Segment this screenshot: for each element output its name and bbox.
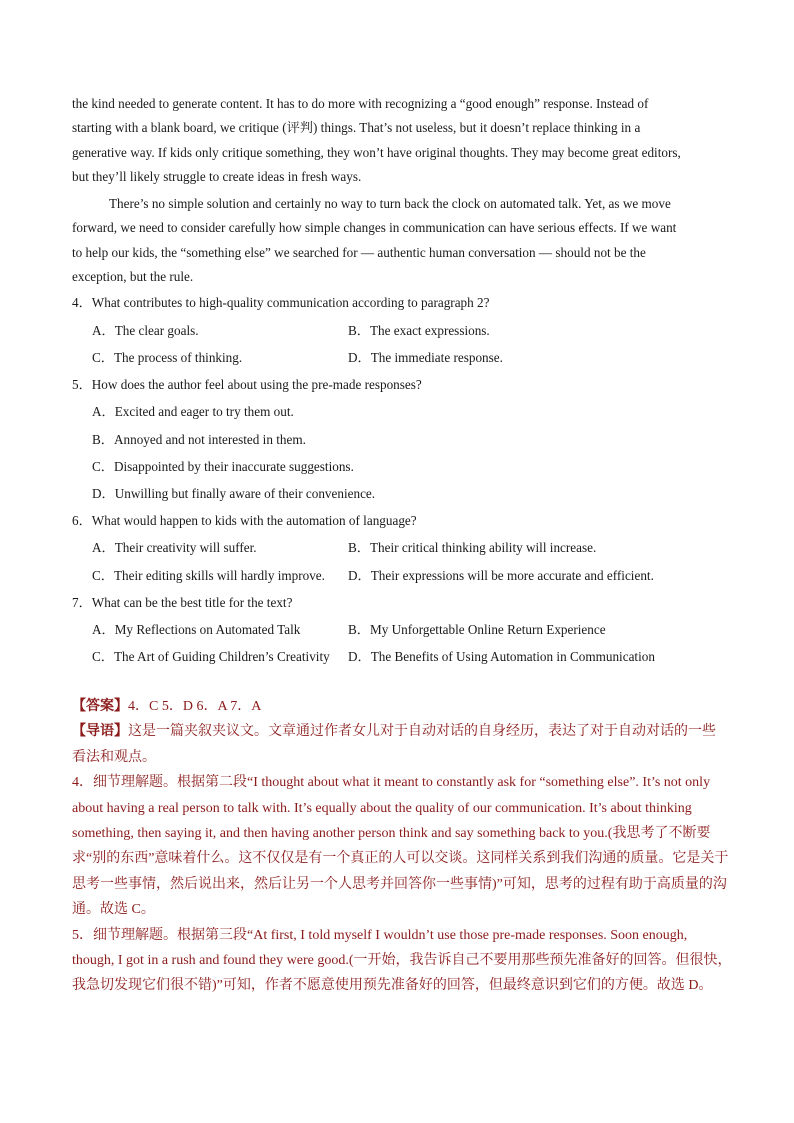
- question-5-option-b: B．Annoyed and not interested in them.: [92, 432, 306, 447]
- explanation-5-line: though, I got in a rush and found they were good.(一开始，我告诉自己不要用那些预先准备好的回答。但很快，: [72, 952, 732, 968]
- answer-key: 4．C 5．D 6．A 7．A: [128, 699, 262, 714]
- passage-line: the kind needed to generate content. It has to do more with recognizing a “good enough” response. Instead of: [72, 96, 649, 111]
- passage-paragraph-2: [72, 192, 722, 289]
- question-7-option-a: A．My Reflections on Automated Talk: [92, 622, 301, 637]
- question-4-option-b: B．The exact expressions.: [348, 323, 490, 338]
- question-4-option-a: A．The clear goals.: [92, 323, 199, 338]
- question-5-option-a: A．Excited and eager to try them out.: [92, 404, 294, 419]
- passage-line: but they’ll likely struggle to create ideas in fresh ways.: [72, 168, 362, 184]
- guide-line: [72, 719, 724, 744]
- question-5-stem: 5．How does the author feel about using the pre-made responses?: [72, 377, 422, 392]
- guide-line: 看法和观点。: [72, 749, 156, 765]
- question-6-option-b: B．Their critical thinking ability will increase.: [348, 540, 597, 555]
- question-4-option-d: D．The immediate response.: [348, 350, 503, 365]
- question-5-option-c: C．Disappointed by their inaccurate suggestions.: [92, 459, 354, 474]
- passage-line: exception, but the rule.: [72, 268, 194, 284]
- question-7-option-c: C．The Art of Guiding Children’s Creativity: [92, 649, 330, 664]
- explanation-4-line: 思考一些事情，然后说出来，然后让另一个人思考并回答你一些事情)”可知，思考的过程有助于高质量的沟: [72, 876, 727, 892]
- question-6-stem: 6．What would happen to kids with the automation of language?: [72, 513, 417, 528]
- question-4-stem: 4．What contributes to high-quality communication according to paragraph 2?: [72, 295, 490, 310]
- question-7-stem: 7．What can be the best title for the text?: [72, 595, 293, 610]
- explanation-4-line: 通。故选 C。: [72, 902, 155, 918]
- answer-section: [72, 694, 732, 999]
- question-6-option-a: A．Their creativity will suffer.: [92, 540, 257, 555]
- passage-line: starting with a blank board, we critique (评判) things. That’s not useless, but it doesn’t replace thinking in a: [72, 120, 641, 136]
- explanation-4-line: 4．细节理解题。根据第二段“I thought about what it meant to constantly ask for “something else”. It’s not only: [72, 775, 711, 791]
- explanation-5-line: 我急切发现它们很不错)”可知，作者不愿意使用预先准备好的回答，但最终意识到它们的方便。故选 D。: [72, 978, 713, 994]
- passage-line: to help our kids, the “something else” we searched for — authentic human conversation — should not be the: [72, 244, 646, 260]
- guide-text: 这是一篇夹叙夹议文。文章通过作者女儿对于自动对话的自身经历，表达了对于自动对话的一些: [128, 724, 716, 740]
- passage-paragraph-1: [72, 92, 722, 189]
- guide-label: 【导语】: [72, 724, 128, 740]
- passage-line: forward, we need to consider carefully how simple changes in communication can have serious effects. If we want: [72, 220, 677, 236]
- explanation-4-line: something, then saying it, and then having another person think and say something back to you.(我思考了不断要: [72, 825, 711, 841]
- question-6-option-d: D．Their expressions will be more accurate and efficient.: [348, 568, 654, 583]
- question-6-option-c: C．Their editing skills will hardly improve.: [92, 568, 325, 583]
- explanation-4-line: about having a real person to talk with. It’s equally about the quality of our communication. It’s about thinking: [72, 800, 692, 816]
- explanation-5-line: 5．细节理解题。根据第三段“At first, I told myself I wouldn’t use those pre-made responses. Soon enough,: [72, 927, 688, 943]
- question-5-option-d: D．Unwilling but finally aware of their convenience.: [92, 486, 376, 501]
- explanation-4-line: 求“别的东西”意味着什么。这不仅仅是有一个真正的人可以交谈。这同样关系到我们沟通的质量。它是关于: [72, 851, 729, 867]
- passage-line: generative way. If kids only critique something, they won’t have original thoughts. They may become great editors,: [72, 144, 681, 160]
- question-7-option-b: B．My Unforgettable Online Return Experience: [348, 622, 606, 637]
- answer-line: [72, 694, 724, 719]
- question-4-option-c: C．The process of thinking.: [92, 350, 243, 365]
- passage-line: There’s no simple solution and certainly no way to turn back the clock on automated talk. Yet, as we move: [109, 196, 671, 211]
- question-7-option-d: D．The Benefits of Using Automation in Communication: [348, 649, 655, 664]
- answer-label: 【答案】: [72, 699, 128, 714]
